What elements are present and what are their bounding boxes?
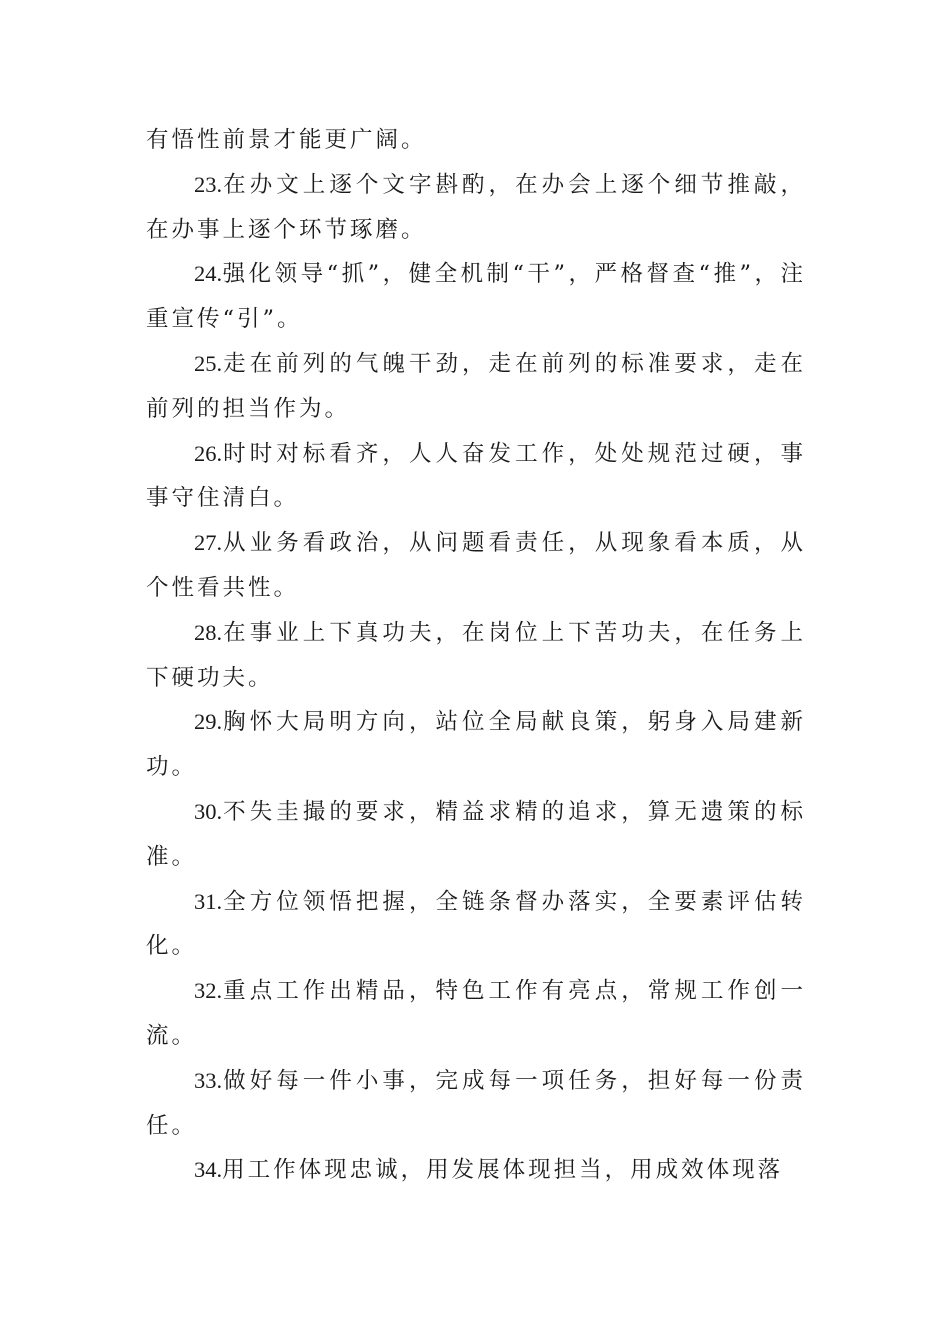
item-number: 23.: [194, 171, 223, 197]
item-text: 用工作体现忠诚，用发展体现担当，用成效体现落: [222, 1157, 784, 1184]
list-item-25: [146, 342, 806, 432]
item-text: 从业务看政治，从问题看责任，从现象看本质，从个性看共性。: [146, 530, 806, 601]
item-number: 25.: [194, 350, 223, 376]
item-text: 做好每一件小事，完成每一项任务，担好每一份责任。: [146, 1067, 806, 1139]
item-text: 重点工作出精品，特色工作有亮点，常规工作创一流。: [146, 978, 806, 1049]
list-item-34: [146, 1148, 806, 1193]
document-body: [146, 118, 806, 1193]
list-item-31: [146, 880, 806, 970]
item-number: 33.: [194, 1067, 223, 1093]
list-item-28: [146, 611, 806, 701]
item-number: 30.: [194, 798, 223, 824]
paragraph-text: 有悟性前景才能更广阔。: [146, 127, 427, 153]
list-item-32: [146, 969, 806, 1059]
item-text: 在办文上逐个文字斟酌，在办会上逐个细节推敲，在办事上逐个环节琢磨。: [146, 171, 806, 243]
item-number: 32.: [194, 978, 223, 1004]
item-text: 全方位领悟把握，全链条督办落实，全要素评估转化。: [146, 888, 806, 960]
item-number: 27.: [194, 530, 223, 556]
item-number: 28.: [194, 619, 223, 645]
list-item-27: [146, 521, 806, 611]
item-text: 胸怀大局明方向，站位全局献良策，躬身入局建新功。: [146, 709, 806, 781]
list-item-29: [146, 700, 806, 790]
item-text: 在事业上下真功夫，在岗位上下苦功夫，在任务上下硬功夫。: [146, 619, 806, 691]
item-number: 29.: [194, 709, 223, 735]
item-number: 31.: [194, 888, 223, 914]
item-number: 24.: [194, 261, 223, 287]
item-text: 走在前列的气魄干劲，走在前列的标准要求，走在前列的担当作为。: [146, 350, 806, 422]
paragraph-continuation: [146, 118, 806, 163]
item-number: 34.: [194, 1157, 223, 1183]
item-text: 时时对标看齐，人人奋发工作，处处规范过硬，事事守住清白。: [146, 440, 806, 512]
item-number: 26.: [194, 440, 223, 466]
item-text: 强化领导“抓”，健全机制“干”，严格督查“推”，注重宣传“引”。: [146, 261, 806, 333]
list-item-23: [146, 163, 806, 253]
list-item-24: [146, 252, 806, 342]
list-item-26: [146, 432, 806, 522]
item-text: 不失圭撮的要求，精益求精的追求，算无遗策的标准。: [146, 798, 806, 870]
list-item-33: [146, 1059, 806, 1149]
list-item-30: [146, 790, 806, 880]
